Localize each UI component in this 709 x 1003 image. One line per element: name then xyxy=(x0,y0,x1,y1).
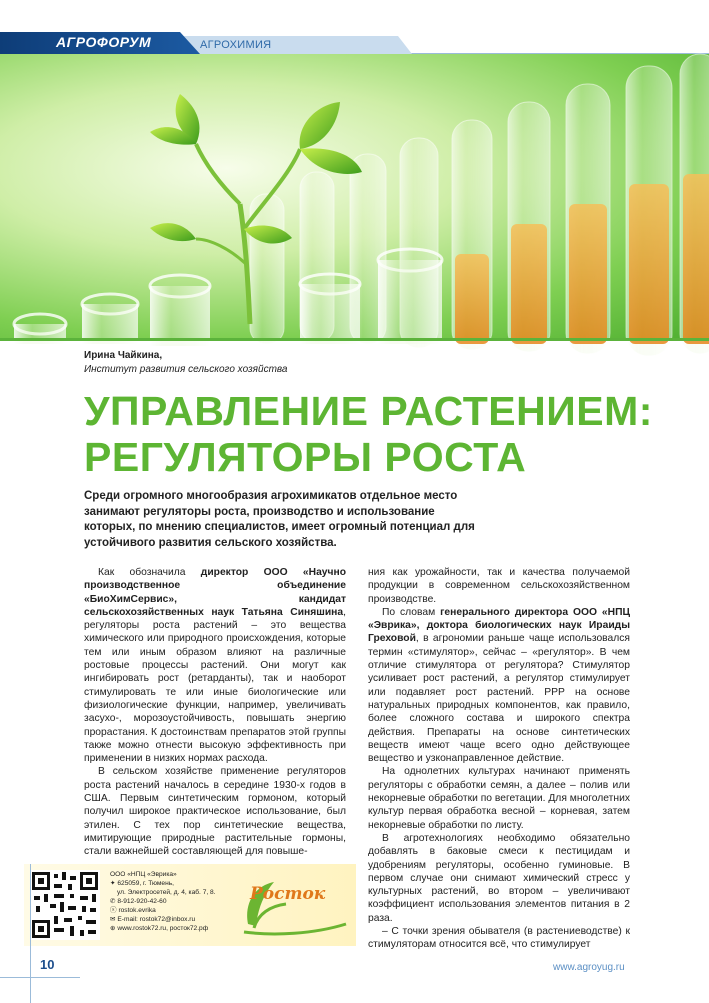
title-line-2: РЕГУЛЯТОРЫ РОСТА xyxy=(84,434,527,480)
paragraph: ния как урожайности, так и качества получаемой продукции в современном сельскохозяйственном производстве. xyxy=(368,567,630,605)
article-lead: Среди огромного многообразия агрохимикатов отдельное место занимают регуляторы роста, производство и использование которых, по мнению специалистов, имеет огромный потенциал для устойчивого развития сельского хозяйства. xyxy=(84,490,475,549)
mail-icon: ✉ xyxy=(110,916,118,923)
paragraph: В сельском хозяйстве применение регуляторов роста растений началось в середине 1930-х годов в США. Первым синтетическим гормоном, который получил широкое практическое использование, был этилен. С тех пор синтетические вещества, имитирующие природные растительные гормоны, стали важнейшей составляющей для повыше- xyxy=(84,766,346,858)
hero-illustration xyxy=(0,54,709,340)
text-column-2 xyxy=(368,566,630,958)
author-organization: Институт развития сельского хозяйства xyxy=(84,364,288,375)
magazine-logo: АГРОФОРУМ xyxy=(56,34,152,50)
location-icon: ✦ xyxy=(110,880,118,887)
brand-name: Росток xyxy=(250,884,326,904)
title-line-1: УПРАВЛЕНИЕ РАСТЕНИЕМ: xyxy=(84,388,653,434)
advertisement-box xyxy=(24,864,356,946)
phone-icon: ✆ xyxy=(110,898,118,905)
contact-info: ООО «НПЦ «Эврика» ✦ 625059, г. Тюмень, ул. Электросетей, д. 4, каб. 7, 8. ✆ 8-912-920-42-60 ⓢ rostok.evrika ✉ E-mail: rostok72@inbox.ru ⊕ www.rostok72.ru, росток72.рф xyxy=(110,871,216,932)
skype-icon: ⓢ xyxy=(110,907,119,914)
article-title xyxy=(84,388,684,480)
paragraph: На однолетних культурах начинают применять регуляторы с обработки семян, а далее – полив или некорневые обработки по вегетации. Для многолетних культур первая обработка весной – корневая, затем некорневые обработки по листу. xyxy=(368,766,630,831)
footer-url[interactable]: www.agroyug.ru xyxy=(553,962,625,973)
qr-code-icon xyxy=(30,870,100,940)
text-column-1 xyxy=(84,566,347,858)
test-tubes-plant-image xyxy=(0,54,709,340)
page-header xyxy=(0,32,709,54)
paragraph: – С точки зрения обывателя (в растениеводстве) к стимуляторам относится всё, что стимулирует xyxy=(368,926,630,951)
page-number: 10 xyxy=(40,957,55,972)
web-icon: ⊕ xyxy=(110,925,118,932)
section-label: АГРОХИМИЯ xyxy=(200,39,272,51)
paragraph: В агротехнологиях необходимо обязательно добавлять в баковые смеси к пестицидам и удобрениям регуляторы, особенно гуминовые. В первом случае они снимают химический стресс у культурных растений, во втором – увеличивают коэффициент использования элементов питания в 2 раза. xyxy=(368,832,630,924)
paragraph: Как обозначила директор ООО «Научно производственное объединение «БиоХимСервис», кандидат сельскохозяйственных наук Татьяна Синяшина, регуляторы роста растений – это вещества химического или природного происхождения, которые тем или иным образом влияют на различные ростовые процессы растений. Они могут как ингибировать рост (ретарданты), так и наоборот стимулировать те или иные биологические или физиологические функции, например, увеличивать засухо-, морозоустойчивость, повышать энергию прорастания. К достоинствам препаратов этой группы также можно отнести высокую эффективность при применении в низких нормах расхода. xyxy=(84,567,347,765)
paragraph: По словам генерального директора ООО «НПЦ «Эврика», доктора биологических наук Ираиды Греховой, в агрономии раньше чаще использовался термин «стимулятор», сейчас – «регулятор». В чем отличие стимулятора от регулятора? Стимулятор усиливает рост растений, а регулятор стимулирует или подавляет рост растений. РРР на основе натуральных природных компонентов, как правило, более сложного состава и широкого спектра действия. Препараты на основе синтетических веществ имеют чаще всего одно действующее вещество и узконаправленное действие. xyxy=(368,606,630,765)
company-name: ООО «НПЦ «Эврика» xyxy=(110,871,177,878)
author-name: Ирина Чайкина, xyxy=(84,350,163,361)
